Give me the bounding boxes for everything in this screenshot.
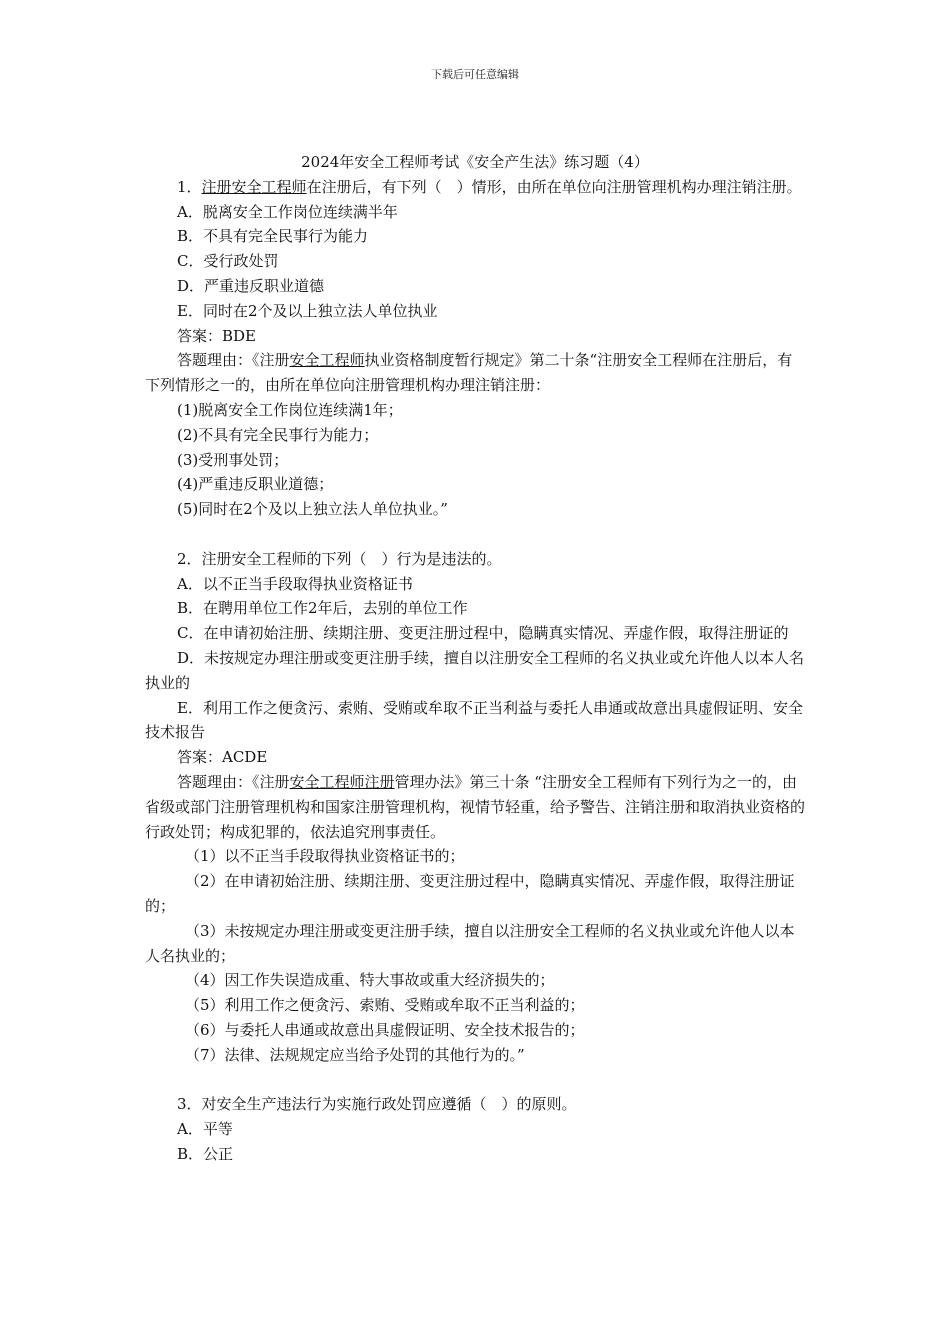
explanation-item: (4)严重违反职业道德； — [177, 475, 334, 494]
explanation-item: (3)受刑事处罚； — [177, 450, 289, 469]
explanation-item: （7）法律、法规规定应当给予处罚的其他行为的。” — [185, 1045, 525, 1064]
blank-line — [145, 522, 805, 547]
question-number: 1． — [177, 177, 202, 196]
question-text: 在注册后，有下列（ ）情形，由所在单位向注册管理机构办理注销注册。 — [306, 177, 802, 196]
explanation-item: (5)同时在2个及以上独立法人单位执业。” — [177, 500, 448, 519]
option: B．不具有完全民事行为能力 — [177, 227, 369, 246]
option: A．脱离安全工作岗位连续满半年 — [177, 202, 398, 221]
option: C．在申请初始注册、续期注册、变更注册过程中，隐瞒真实情况、弄虚作假，取得注册证的 — [177, 624, 789, 643]
option: B．在聘用单位工作2年后，去别的单位工作 — [177, 599, 468, 618]
explanation-text: 管理办法》第三十条 “注册安全工程师有下列行为之一的，由省级或部门注册管理机构和国家注册管理机构，视情节轻重，给予警告、注销注册和取消执业资格的行政处罚；构成犯罪的，依法追究刑事责任。 — [145, 772, 806, 841]
document-body — [145, 150, 805, 1167]
explanation-item: （2）在申请初始注册、续期注册、变更注册过程中，隐瞒真实情况、弄虚作假，取得注册证的； — [145, 872, 795, 915]
explanation — [145, 770, 805, 844]
explanation-text: 答题理由：《注册 — [177, 351, 290, 370]
question-3-stem: 3．对安全生产违法行为实施行政处罚应遵循（ ）的原则。 — [177, 1095, 577, 1114]
page-header: 下载后可任意编辑 — [431, 68, 519, 81]
explanation-text: 执业资格制度暂行规定》第二十条“注册安全工程师在注册后，有下列情形之一的，由所在单位向注册管理机构办理注销注册： — [145, 351, 793, 395]
option: A．以不正当手段取得执业资格证书 — [177, 574, 413, 593]
explanation-item: （3）未按规定办理注册或变更注册手续，擅自以注册安全工程师的名义执业或允许他人以本人名执业的； — [145, 921, 795, 965]
hyperlink[interactable]: 安全工程师 — [289, 351, 365, 370]
option: D．未按规定办理注册或变更注册手续，擅自以注册安全工程师的名义执业或允许他人以本人名执业的 — [145, 648, 805, 692]
answer: 答案：BDE — [177, 326, 256, 345]
explanation-item: （6）与委托人串通或故意出具虚假证明、安全技术报告的； — [185, 1020, 585, 1039]
option: D．严重违反职业道德 — [177, 276, 325, 295]
explanation-item: （4）因工作失误造成重、特大事故或重大经济损失的； — [185, 971, 555, 990]
option: C．受行政处罚 — [177, 252, 279, 271]
option: A．平等 — [177, 1120, 233, 1139]
hyperlink[interactable]: 注册安全工程师 — [201, 177, 307, 196]
answer: 答案：ACDE — [177, 748, 268, 767]
explanation-text: 答题理由：《注册 — [177, 772, 290, 791]
blank-line — [145, 1067, 805, 1092]
explanation-item: （5）利用工作之便贪污、索贿、受贿或牟取不正当利益的； — [185, 996, 585, 1015]
option: E．利用工作之便贪污、索贿、受贿或牟取不正当利益与委托人串通或故意出具虚假证明、安全技术报告 — [145, 698, 803, 742]
explanation-item: (1)脱离安全工作岗位连续满1年； — [177, 400, 403, 419]
question-2-stem: 2．注册安全工程师的下列（ ）行为是违法的。 — [177, 549, 502, 568]
explanation-item: （1）以不正当手段取得执业资格证书的； — [185, 847, 465, 866]
document-title: 2024年安全工程师考试《安全产生法》练习题（4） — [301, 153, 649, 171]
question-1-stem — [145, 175, 805, 200]
hyperlink[interactable]: 安全工程师注册 — [289, 772, 395, 791]
explanation-item: (2)不具有完全民事行为能力； — [177, 425, 379, 444]
explanation — [145, 348, 805, 398]
option: B．公正 — [177, 1144, 234, 1163]
option: E．同时在2个及以上独立法人单位执业 — [177, 301, 438, 320]
